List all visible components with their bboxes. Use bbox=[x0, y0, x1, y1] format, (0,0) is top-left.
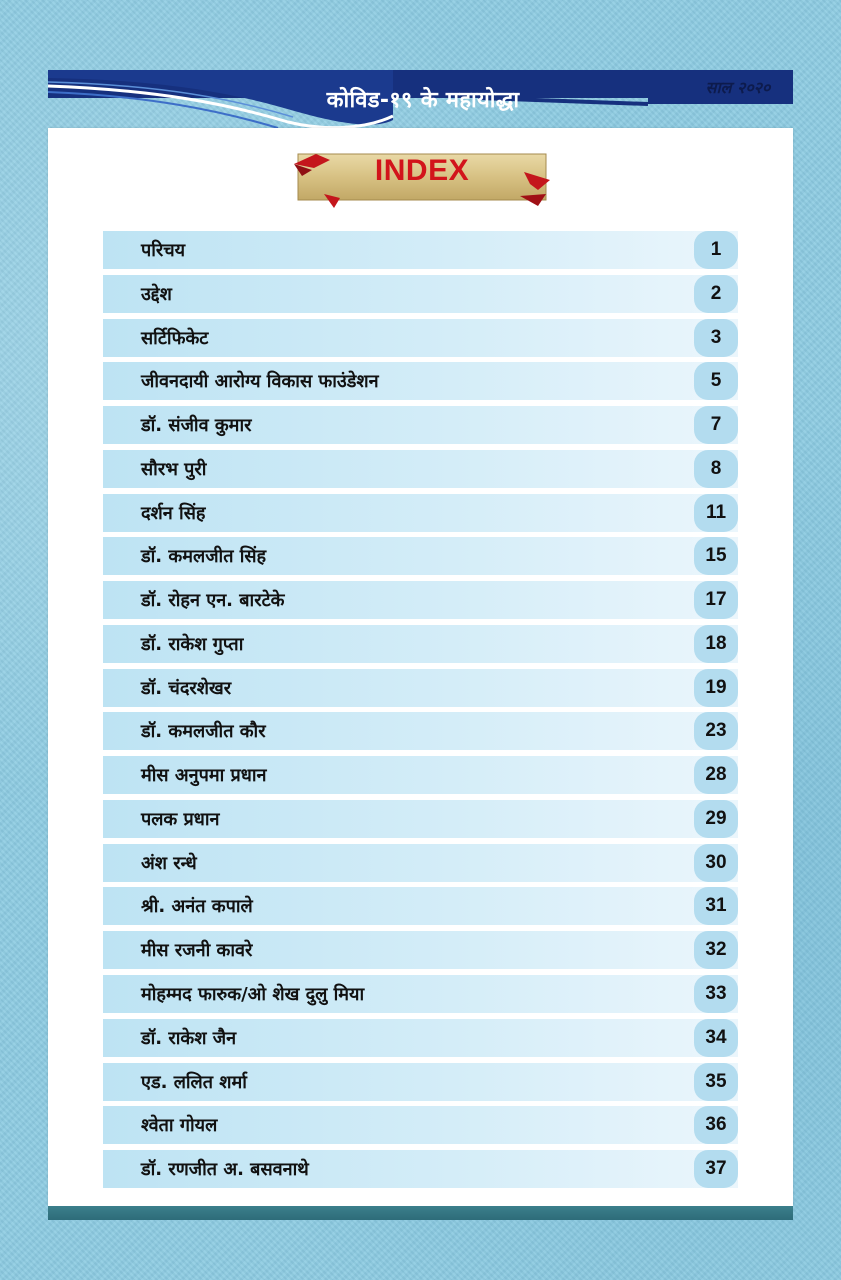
entry-title: श्वेता गोयल bbox=[141, 1115, 218, 1137]
entry-title: मीस रजनी कावरे bbox=[141, 940, 253, 962]
index-row[interactable] bbox=[103, 319, 738, 357]
entry-title: मीस अनुपमा प्रधान bbox=[141, 765, 267, 787]
index-row[interactable] bbox=[103, 231, 738, 269]
index-row[interactable] bbox=[103, 275, 738, 313]
page-number-badge: 35 bbox=[694, 1063, 738, 1101]
entry-title: परिचय bbox=[141, 240, 186, 261]
index-row[interactable] bbox=[103, 450, 738, 488]
page-number-badge: 18 bbox=[694, 625, 738, 663]
header-year: साल २०२० bbox=[705, 78, 771, 97]
index-row[interactable] bbox=[103, 494, 738, 532]
page-number-badge: 15 bbox=[694, 537, 738, 575]
page-number-badge: 19 bbox=[694, 669, 738, 707]
entry-title: श्री. अनंत कपाले bbox=[141, 896, 253, 918]
page-number-badge: 29 bbox=[694, 800, 738, 838]
entry-title: डॉ. चंदरशेखर bbox=[141, 677, 232, 699]
page-number-badge: 23 bbox=[694, 712, 738, 750]
index-row[interactable] bbox=[103, 669, 738, 707]
page-number-badge: 17 bbox=[694, 581, 738, 619]
entry-title: डॉ. रणजीत अ. बसवनाथे bbox=[141, 1159, 309, 1181]
page-number-badge: 30 bbox=[694, 844, 738, 882]
index-row[interactable] bbox=[103, 581, 738, 619]
entry-title: मोहम्मद फारुक/ओ शेख दुलु मिया bbox=[141, 984, 365, 1006]
entry-title: उद्देश bbox=[141, 283, 172, 305]
page-number-badge: 1 bbox=[694, 231, 738, 269]
entry-title: डॉ. राकेश जैन bbox=[141, 1027, 237, 1049]
index-row[interactable] bbox=[103, 712, 738, 750]
index-row[interactable] bbox=[103, 1063, 738, 1101]
index-row[interactable] bbox=[103, 931, 738, 969]
entry-title: डॉ. कमलजीत सिंह bbox=[141, 546, 267, 568]
page-number-badge: 2 bbox=[694, 275, 738, 313]
entry-title: जीवनदायी आरोग्य विकास फाउंडेशन bbox=[141, 371, 379, 393]
index-row[interactable] bbox=[103, 406, 738, 444]
index-row[interactable] bbox=[103, 625, 738, 663]
index-row[interactable] bbox=[103, 844, 738, 882]
page-number-badge: 3 bbox=[694, 319, 738, 357]
index-row[interactable] bbox=[103, 1150, 738, 1188]
page-number-badge: 37 bbox=[694, 1150, 738, 1188]
entry-title: अंश रन्धे bbox=[141, 852, 197, 874]
page-number-badge: 28 bbox=[694, 756, 738, 794]
index-row[interactable] bbox=[103, 1019, 738, 1057]
index-row[interactable] bbox=[103, 887, 738, 925]
index-row[interactable] bbox=[103, 800, 738, 838]
index-title: INDEX bbox=[374, 154, 470, 187]
entry-title: पलक प्रधान bbox=[141, 808, 220, 830]
index-row[interactable] bbox=[103, 362, 738, 400]
header-title: कोविड-१९ के महायोद्धा bbox=[326, 88, 520, 113]
entry-title: डॉ. राकेश गुप्ता bbox=[141, 633, 244, 655]
entry-title: डॉ. रोहन एन. बारटेके bbox=[141, 590, 285, 612]
entry-title: डॉ. संजीव कुमार bbox=[141, 415, 252, 437]
page-number-badge: 11 bbox=[694, 494, 738, 532]
entry-title: सर्टिफिकेट bbox=[141, 327, 209, 349]
page-number-badge: 5 bbox=[694, 362, 738, 400]
entry-title: एड. ललित शर्मा bbox=[141, 1071, 247, 1093]
page-number-badge: 8 bbox=[694, 450, 738, 488]
page-number-badge: 34 bbox=[694, 1019, 738, 1057]
entry-title: दर्शन सिंह bbox=[141, 502, 206, 524]
index-row[interactable] bbox=[103, 1106, 738, 1144]
page-bottom-bar bbox=[48, 1206, 793, 1220]
page-number-badge: 7 bbox=[694, 406, 738, 444]
index-row[interactable] bbox=[103, 756, 738, 794]
page-number-badge: 31 bbox=[694, 887, 738, 925]
index-row[interactable] bbox=[103, 975, 738, 1013]
page-number-badge: 33 bbox=[694, 975, 738, 1013]
page-number-badge: 32 bbox=[694, 931, 738, 969]
page-number-badge: 36 bbox=[694, 1106, 738, 1144]
entry-title: डॉ. कमलजीत कौर bbox=[141, 721, 266, 743]
index-list bbox=[103, 231, 738, 1194]
entry-title: सौरभ पुरी bbox=[141, 458, 207, 480]
index-row[interactable] bbox=[103, 537, 738, 575]
